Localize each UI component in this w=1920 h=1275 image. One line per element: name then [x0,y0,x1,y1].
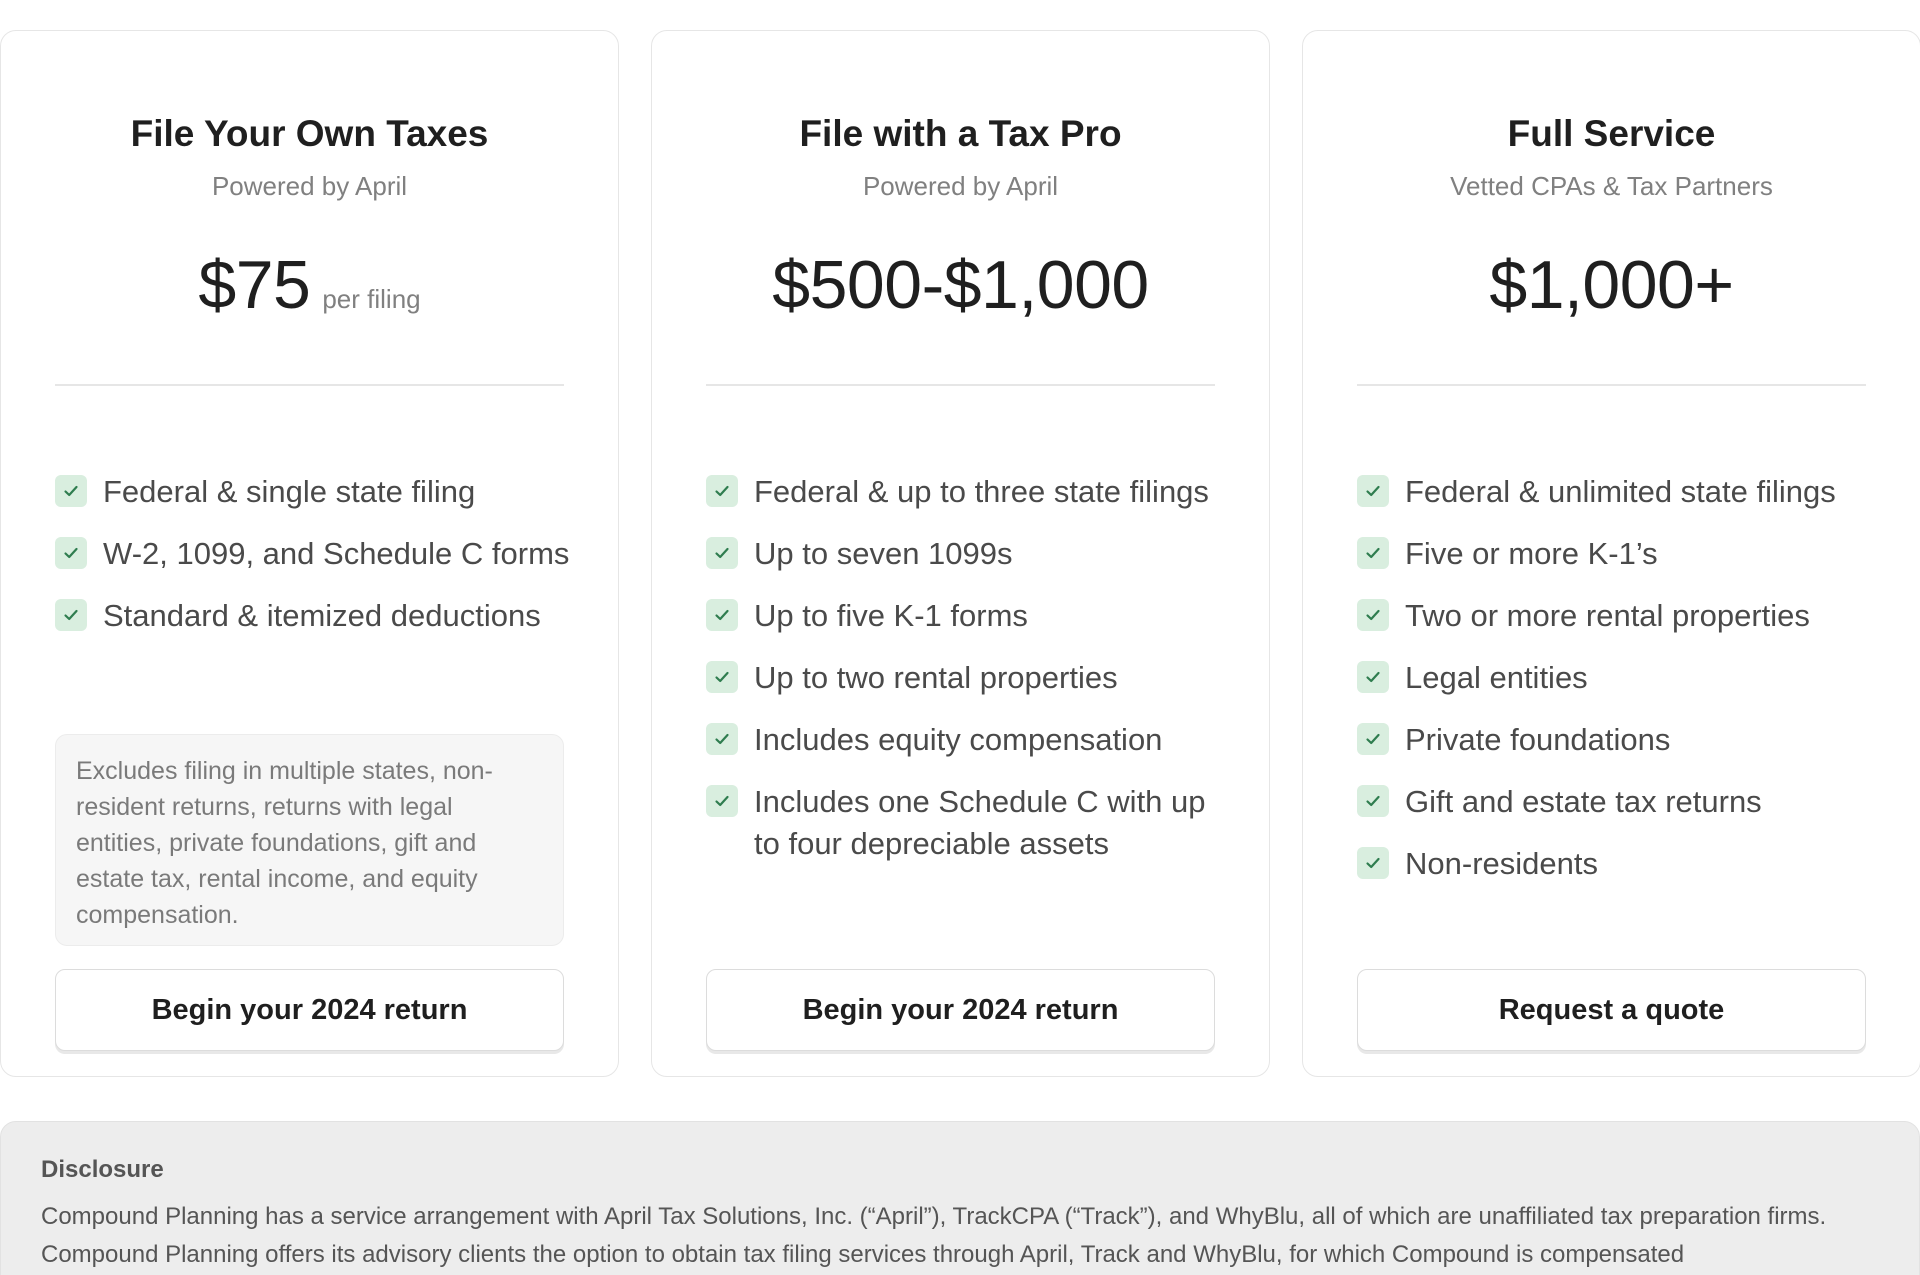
pricing-cards [0,30,1920,1077]
feature-text: W-2, 1099, and Schedule C forms [103,536,570,571]
plan-title: File Your Own Taxes [130,113,489,154]
feature-text: Federal & unlimited state filings [1405,474,1836,509]
check-icon [706,599,738,631]
check-icon [706,475,738,507]
feature-item [706,471,1229,513]
feature-item [55,533,578,575]
check-icon [706,785,738,817]
feature-list [55,471,578,657]
feature-list [1357,471,1880,905]
check-icon [1357,785,1389,817]
feature-text: Gift and estate tax returns [1405,784,1762,819]
begin-return-button[interactable]: Begin your 2024 return [55,969,564,1051]
check-icon [1357,661,1389,693]
exclusions-note: Excludes filing in multiple states, non-resident returns, returns with legal entities, private foundations, gift and estate tax, rental income, and equity compensation. [55,734,564,946]
divider [55,384,564,386]
check-icon [55,599,87,631]
request-quote-button[interactable]: Request a quote [1357,969,1866,1051]
feature-item [1357,657,1880,699]
feature-text: Two or more rental properties [1405,598,1810,633]
plan-price: $500-$1,000 [772,247,1149,323]
check-icon [1357,537,1389,569]
plan-price: $1,000+ [1489,247,1734,323]
divider [1357,384,1866,386]
check-icon [55,475,87,507]
price-unit: per filing [322,284,421,314]
disclosure-panel [0,1121,1920,1275]
feature-item [55,471,578,513]
check-icon [1357,475,1389,507]
feature-item [1357,719,1880,761]
feature-item [1357,843,1880,885]
feature-text: Five or more K-1’s [1405,536,1658,571]
feature-item [706,657,1229,699]
check-icon [706,661,738,693]
feature-text: Up to seven 1099s [754,536,1013,571]
plan-title: File with a Tax Pro [799,113,1122,154]
feature-item [55,595,578,637]
check-icon [706,723,738,755]
plan-subtitle: Powered by April [862,171,1059,201]
feature-text: Standard & itemized deductions [103,598,541,633]
feature-item [706,719,1229,761]
plan-subtitle: Powered by April [211,171,408,201]
feature-item [1357,471,1880,513]
disclosure-title: Disclosure [41,1156,164,1183]
feature-text: Up to two rental properties [754,660,1118,695]
check-icon [706,537,738,569]
price-row [1303,246,1920,324]
feature-list [706,471,1229,885]
disclosure-text: Compound Planning has a service arrangement with April Tax Solutions, Inc. (“April”), TrackCPA (“Track”), and WhyBlu, all of which are unaffiliated tax preparation firms. Compound Planning offers its advisory clients the option to obtain tax filing services through April, Track and WhyBlu, for which Compound is compensated [41,1203,1827,1268]
check-icon [55,537,87,569]
divider [706,384,1215,386]
check-icon [1357,723,1389,755]
feature-item [1357,595,1880,637]
check-icon [1357,599,1389,631]
feature-item [706,533,1229,575]
plan-subtitle: Vetted CPAs & Tax Partners [1450,171,1773,201]
feature-item [706,595,1229,637]
plan-card-file-your-own [0,30,619,1077]
begin-return-button[interactable]: Begin your 2024 return [706,969,1215,1051]
feature-text: Federal & up to three state filings [754,474,1209,509]
plan-card-tax-pro [651,30,1270,1077]
feature-text: Non-residents [1405,846,1598,881]
price-row [1,246,618,324]
plan-title: Full Service [1507,113,1716,154]
price-row [652,246,1269,324]
feature-text: Includes one Schedule C with up to four depreciable assets [754,784,1206,861]
feature-text: Legal entities [1405,660,1588,695]
feature-text: Private foundations [1405,722,1671,757]
check-icon [1357,847,1389,879]
feature-item [1357,533,1880,575]
feature-item [1357,781,1880,823]
feature-text: Federal & single state filing [103,474,476,509]
feature-text: Includes equity compensation [754,722,1163,757]
plan-price: $75 [198,247,311,323]
feature-item [706,781,1229,865]
plan-card-full-service [1302,30,1920,1077]
feature-text: Up to five K-1 forms [754,598,1028,633]
